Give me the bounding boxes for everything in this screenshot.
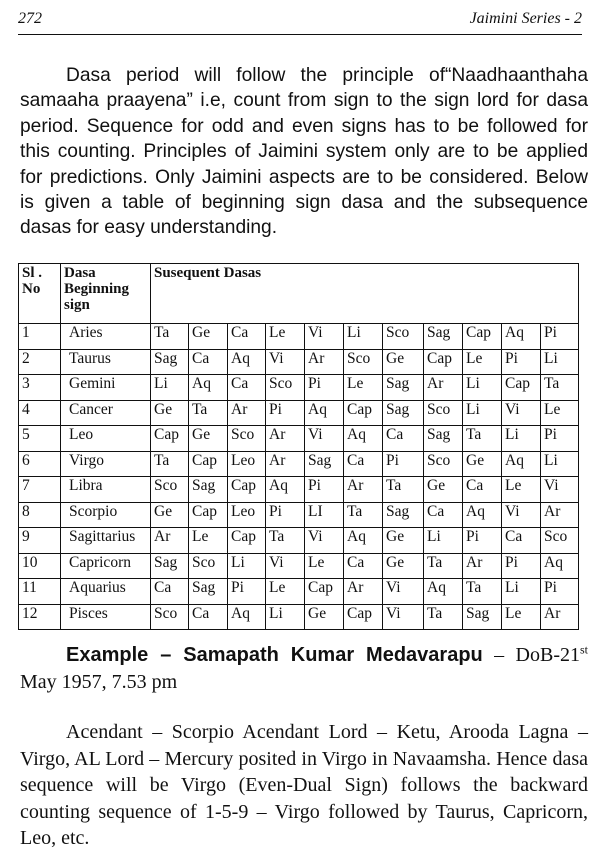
dasa-cell: Le [463,349,502,375]
dasa-cell: Ta [463,426,502,452]
dasa-cell: Cap [344,604,383,630]
dasa-cell: Ca [228,324,266,350]
table-row [19,502,579,528]
dasa-cell: Li [151,375,189,401]
beginning-sign-cell: Aries [61,324,151,350]
dasa-cell: Le [266,579,305,605]
dasa-cell: Sco [151,477,189,503]
dasa-cell: Ca [189,349,228,375]
header-subsequent-dasas: Susequent Dasas [151,264,579,324]
dasa-cell: Li [344,324,383,350]
dasa-cell: Li [463,375,502,401]
beginning-sign-cell: Pisces [61,604,151,630]
dasa-cell: Sag [189,477,228,503]
dasa-cell: Ar [266,451,305,477]
dasa-cell: Vi [383,579,424,605]
dasa-cell: Ca [463,477,502,503]
dasa-cell: Leo [228,502,266,528]
dasa-cell: Ca [502,528,541,554]
header-beginning-sign: Dasa Beginning sign [61,264,151,324]
dasa-cell: Aq [502,451,541,477]
series-title: Jaimini Series - 2 [469,10,582,27]
dasa-cell: Pi [305,477,344,503]
dasa-cell: Ar [463,553,502,579]
dasa-cell: Aq [424,579,463,605]
dasa-cell: Sco [266,375,305,401]
beginning-sign-cell: Leo [61,426,151,452]
row-number-cell: 6 [19,451,61,477]
dasa-cell: Ar [424,375,463,401]
dasa-cell: Li [463,400,502,426]
dasa-cell: Sag [151,349,189,375]
dasa-cell: Cap [305,579,344,605]
dasa-cell: Vi [305,426,344,452]
dasa-cell: Sag [383,375,424,401]
dasa-cell: Sag [424,426,463,452]
table-row [19,375,579,401]
dasa-cell: Li [266,604,305,630]
dasa-cell: Pi [463,528,502,554]
dasa-cell: Ta [424,553,463,579]
row-number-cell: 4 [19,400,61,426]
dasa-cell: Ar [344,579,383,605]
dasa-cell: Vi [266,349,305,375]
beginning-sign-cell: Libra [61,477,151,503]
dasa-cell: Li [502,579,541,605]
row-number-cell: 11 [19,579,61,605]
example-dob-superscript: st [579,642,588,657]
dasa-cell: Ar [541,604,579,630]
table-row [19,528,579,554]
table-row [19,324,579,350]
row-number-cell: 9 [19,528,61,554]
dasa-cell: Ta [463,579,502,605]
example-heading [20,642,588,696]
dasa-cell: Ta [424,604,463,630]
dasa-cell: Vi [383,604,424,630]
dasa-cell: Ta [541,375,579,401]
table-row [19,349,579,375]
dasa-cell: Pi [502,553,541,579]
dasa-cell: Ta [344,502,383,528]
dasa-cell: Cap [463,324,502,350]
dasa-cell: Sco [228,426,266,452]
table-body [19,324,579,630]
dasa-cell: Ar [305,349,344,375]
dasa-cell: Pi [266,502,305,528]
dasa-cell: Ar [541,502,579,528]
dasa-cell: Cap [228,477,266,503]
dasa-cell: Ca [424,502,463,528]
dasa-cell: Ca [189,604,228,630]
dasa-cell: Aq [305,400,344,426]
dasa-cell: Cap [189,502,228,528]
dasa-cell: Ar [151,528,189,554]
dasa-cell: Ge [463,451,502,477]
dasa-cell: Sag [189,579,228,605]
dasa-cell: Li [424,528,463,554]
dasa-cell: Sag [151,553,189,579]
beginning-sign-cell: Aquarius [61,579,151,605]
dasa-table [18,263,579,630]
table-header-row [19,264,579,324]
dasa-cell: Aq [189,375,228,401]
dasa-cell: Ge [383,553,424,579]
dasa-cell: Ar [266,426,305,452]
dasa-cell: Le [189,528,228,554]
dasa-cell: Sco [383,324,424,350]
dasa-cell: Ta [151,324,189,350]
dasa-cell: Aq [463,502,502,528]
dasa-cell: Vi [266,553,305,579]
dasa-cell: Ge [383,528,424,554]
beginning-sign-cell: Virgo [61,451,151,477]
dasa-cell: Pi [541,324,579,350]
dasa-cell: Ca [344,553,383,579]
dasa-cell: Aq [228,604,266,630]
dasa-cell: Li [541,349,579,375]
dasa-cell: Sag [424,324,463,350]
dasa-cell: Sag [383,400,424,426]
dasa-cell: Sco [189,553,228,579]
example-label: Example – Samapath Kumar Medavarapu [66,644,483,666]
dasa-cell: Ge [151,502,189,528]
row-number-cell: 8 [19,502,61,528]
dasa-cell: Sco [541,528,579,554]
dasa-cell: Cap [228,528,266,554]
dasa-cell: Sco [424,400,463,426]
dasa-cell: Ta [383,477,424,503]
dasa-cell: Aq [344,528,383,554]
example-dob-rest: May 1957, 7.53 pm [20,671,178,693]
dasa-cell: Vi [541,477,579,503]
dasa-cell: Sag [463,604,502,630]
dasa-cell: Vi [305,324,344,350]
dasa-cell: Aq [344,426,383,452]
dasa-cell: Sco [151,604,189,630]
dasa-cell: Ge [189,324,228,350]
dasa-cell: Ca [228,375,266,401]
header-sl-no: Sl . No [19,264,61,324]
dasa-cell: Sco [344,349,383,375]
beginning-sign-cell: Scorpio [61,502,151,528]
dasa-cell: Le [541,400,579,426]
dasa-cell: Leo [228,451,266,477]
dasa-cell: Sag [305,451,344,477]
beginning-sign-cell: Gemini [61,375,151,401]
example-paragraph: Acendant – Scorpio Acendant Lord – Ketu, Arooda Lagna – Virgo, AL Lord – Mercury posited in Virgo in Navaamsha. Hence dasa sequence will be Virgo (Even-Dual Sign) follows the backward counting sequence of 1-5-9 – Virgo followed by Taurus, Capricorn, Leo, etc. [20,721,588,849]
dasa-cell: Ar [344,477,383,503]
beginning-sign-cell: Cancer [61,400,151,426]
dasa-cell: Vi [502,400,541,426]
beginning-sign-cell: Taurus [61,349,151,375]
dasa-cell: Ge [383,349,424,375]
dasa-cell: Vi [305,528,344,554]
table-row [19,451,579,477]
row-number-cell: 7 [19,477,61,503]
dasa-cell: Pi [266,400,305,426]
page-header [18,4,582,35]
dasa-cell: Ta [189,400,228,426]
table-row [19,426,579,452]
dasa-cell: Cap [424,349,463,375]
dasa-cell: Ca [383,426,424,452]
dasa-cell: Pi [502,349,541,375]
dasa-cell: Cap [502,375,541,401]
dasa-cell: Ca [344,451,383,477]
page-number: 272 [18,10,42,27]
dasa-cell: Aq [502,324,541,350]
row-number-cell: 2 [19,349,61,375]
dasa-cell: Li [502,426,541,452]
dasa-cell: Le [305,553,344,579]
dasa-cell: Cap [189,451,228,477]
dasa-cell: Aq [266,477,305,503]
dasa-cell: Ge [305,604,344,630]
row-number-cell: 5 [19,426,61,452]
dasa-cell: Pi [228,579,266,605]
example-dob-prefix: – DoB-21 [482,644,580,666]
dasa-cell: Cap [344,400,383,426]
table-row [19,579,579,605]
row-number-cell: 3 [19,375,61,401]
intro-paragraph: Dasa period will follow the principle of“Naadhaanthaha samaaha praayena” i.e, count from sign to the sign lord for dasa period. Sequence for odd and even signs has to be followed for this counting. Principles of Jaimini system only are to be applied for predictions. Only Jaimini aspects are to be considered. Below is given a table of beginning sign dasa and the subsequence dasas for easy understanding. [20,65,588,239]
dasa-cell: Pi [541,579,579,605]
dasa-cell: Le [344,375,383,401]
dasa-cell: Vi [502,502,541,528]
dasa-cell: Le [266,324,305,350]
dasa-cell: Pi [383,451,424,477]
dasa-cell: Le [502,477,541,503]
dasa-cell: Aq [228,349,266,375]
dasa-cell: Ca [151,579,189,605]
dasa-cell: Li [228,553,266,579]
dasa-cell: Le [502,604,541,630]
table-row [19,477,579,503]
table-row [19,604,579,630]
dasa-cell: Cap [151,426,189,452]
dasa-cell: Li [541,451,579,477]
dasa-cell: Ge [151,400,189,426]
row-number-cell: 12 [19,604,61,630]
beginning-sign-cell: Capricorn [61,553,151,579]
row-number-cell: 10 [19,553,61,579]
dasa-cell: Aq [541,553,579,579]
dasa-cell: Sco [424,451,463,477]
dasa-cell: Ta [151,451,189,477]
dasa-cell: Sag [383,502,424,528]
dasa-cell: Ge [189,426,228,452]
dasa-cell: Pi [305,375,344,401]
row-number-cell: 1 [19,324,61,350]
beginning-sign-cell: Sagittarius [61,528,151,554]
dasa-cell: LI [305,502,344,528]
table-row [19,553,579,579]
table-row [19,400,579,426]
dasa-cell: Ta [266,528,305,554]
dasa-cell: Ar [228,400,266,426]
dasa-cell: Pi [541,426,579,452]
dasa-cell: Ge [424,477,463,503]
